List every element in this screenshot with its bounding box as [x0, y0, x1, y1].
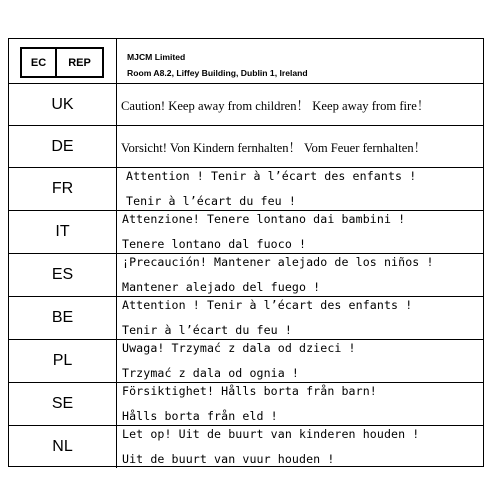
- warning-text-cell: [117, 126, 483, 167]
- language-code: DE: [9, 126, 117, 167]
- language-row-es: [9, 254, 483, 297]
- company-address: Room A8.2, Liffey Building, Dublin 1, Ireland: [127, 68, 308, 78]
- warning-line-2: Hålls borta från eld !: [122, 409, 278, 423]
- ec-label: EC: [22, 49, 57, 76]
- language-code: PL: [9, 340, 117, 382]
- company-info: [127, 49, 308, 81]
- language-row-fr: [9, 168, 483, 211]
- warning-line-2: Uit de buurt van vuur houden !: [122, 452, 335, 466]
- warning-text: Vorsicht! Von Kindern fernhalten！ Vom Feuer fernhalten！: [121, 141, 427, 155]
- warning-line-2: Tenir à l’écart du feu !: [122, 323, 292, 337]
- language-row-pl: [9, 340, 483, 383]
- warning-line-2: Mantener alejado del fuego !: [122, 280, 321, 294]
- warning-text-cell: [117, 383, 483, 425]
- warning-line-1: Attention ! Tenir à l’écart des enfants !: [122, 298, 413, 312]
- warning-text-cell: [117, 84, 483, 125]
- language-row-nl: [9, 426, 483, 468]
- warning-line-1: Uwaga! Trzymać z dala od dzieci !: [122, 341, 356, 355]
- language-code: UK: [9, 84, 117, 125]
- language-code: IT: [9, 211, 117, 253]
- warning-line-2: Trzymać z dala od ognia !: [122, 366, 300, 380]
- language-row-be: [9, 297, 483, 340]
- company-cell: [117, 39, 483, 83]
- warning-line-1: Let op! Uit de buurt van kinderen houden !: [122, 427, 420, 441]
- warning-text-cell: [117, 168, 483, 210]
- language-code: FR: [9, 168, 117, 210]
- language-row-uk: [9, 84, 483, 126]
- language-code: SE: [9, 383, 117, 425]
- ec-rep-cell: [9, 39, 117, 83]
- rep-label: REP: [68, 56, 91, 69]
- warning-line-1: Attention ! Tenir à l’écart des enfants !: [126, 169, 417, 183]
- warning-line-2: Tenir à l’écart du feu !: [126, 194, 296, 208]
- warning-text-cell: [117, 426, 483, 468]
- ec-rep-icon: [20, 47, 104, 78]
- warning-text-cell: [117, 254, 483, 296]
- language-code: BE: [9, 297, 117, 339]
- warning-line-1: Attenzione! Tenere lontano dai bambini !: [122, 212, 406, 226]
- language-code: ES: [9, 254, 117, 296]
- header-row: [9, 39, 483, 84]
- warning-text-cell: [117, 297, 483, 339]
- warning-line-1: Försiktighet! Hålls borta från barn!: [122, 384, 377, 398]
- language-code: NL: [9, 426, 117, 468]
- warning-text: Caution! Keep away from children！ Keep away from fire！: [121, 99, 430, 113]
- warning-text-cell: [117, 340, 483, 382]
- warning-line-2: Tenere lontano dal fuoco !: [122, 237, 307, 251]
- warning-text-cell: [117, 211, 483, 253]
- warning-label-table: [8, 38, 484, 467]
- warning-line-1: ¡Precaución! Mantener alejado de los niños !: [122, 255, 434, 269]
- company-name: MJCM Limited: [127, 52, 186, 62]
- language-row-de: [9, 126, 483, 168]
- language-row-se: [9, 383, 483, 426]
- language-row-it: [9, 211, 483, 254]
